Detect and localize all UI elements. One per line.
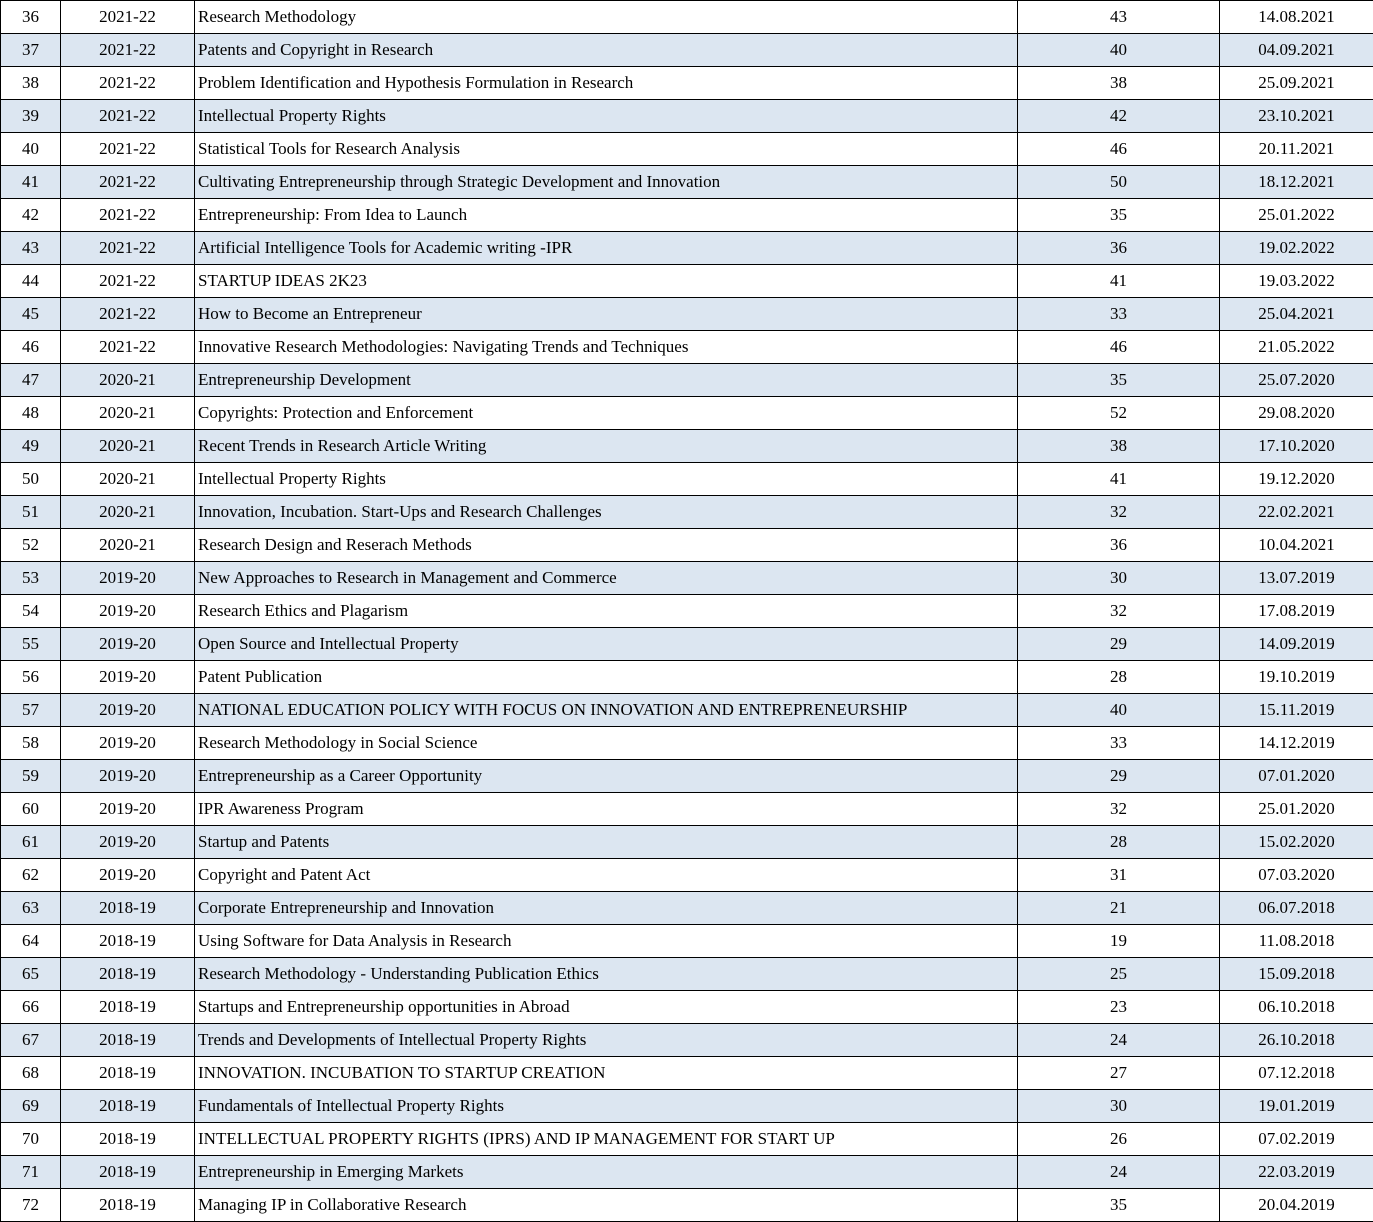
- academic-year-cell: 2021-22: [61, 265, 195, 298]
- serial-number-cell: 41: [1, 166, 61, 199]
- serial-number-cell: 66: [1, 991, 61, 1024]
- event-date-cell: 19.03.2022: [1220, 265, 1373, 298]
- participants-cell: 28: [1018, 826, 1220, 859]
- serial-number-cell: 57: [1, 694, 61, 727]
- event-date-cell: 10.04.2021: [1220, 529, 1373, 562]
- academic-year-cell: 2020-21: [61, 496, 195, 529]
- table-row: [1, 397, 1373, 430]
- event-title-cell: Recent Trends in Research Article Writing: [195, 430, 1018, 463]
- academic-year-cell: 2018-19: [61, 991, 195, 1024]
- event-title-cell: Statistical Tools for Research Analysis: [195, 133, 1018, 166]
- academic-year-cell: 2021-22: [61, 100, 195, 133]
- event-title-cell: Research Methodology in Social Science: [195, 727, 1018, 760]
- event-title-cell: Corporate Entrepreneurship and Innovation: [195, 892, 1018, 925]
- table-row: [1, 1, 1373, 34]
- event-title-cell: Entrepreneurship as a Career Opportunity: [195, 760, 1018, 793]
- serial-number-cell: 52: [1, 529, 61, 562]
- table-row: [1, 826, 1373, 859]
- academic-year-cell: 2019-20: [61, 793, 195, 826]
- academic-year-cell: 2019-20: [61, 727, 195, 760]
- participants-cell: 30: [1018, 1090, 1220, 1123]
- event-title-cell: Entrepreneurship: From Idea to Launch: [195, 199, 1018, 232]
- serial-number-cell: 60: [1, 793, 61, 826]
- event-title-cell: STARTUP IDEAS 2K23: [195, 265, 1018, 298]
- event-date-cell: 14.09.2019: [1220, 628, 1373, 661]
- table-row: [1, 694, 1373, 727]
- table-row: [1, 925, 1373, 958]
- event-title-cell: Trends and Developments of Intellectual Property Rights: [195, 1024, 1018, 1057]
- participants-cell: 50: [1018, 166, 1220, 199]
- event-date-cell: 04.09.2021: [1220, 34, 1373, 67]
- serial-number-cell: 56: [1, 661, 61, 694]
- participants-cell: 26: [1018, 1123, 1220, 1156]
- participants-cell: 31: [1018, 859, 1220, 892]
- event-title-cell: Startup and Patents: [195, 826, 1018, 859]
- events-table-body: [1, 1, 1373, 1222]
- serial-number-cell: 37: [1, 34, 61, 67]
- serial-number-cell: 68: [1, 1057, 61, 1090]
- event-title-cell: NATIONAL EDUCATION POLICY WITH FOCUS ON INNOVATION AND ENTREPRENEURSHIP: [195, 694, 1018, 727]
- academic-year-cell: 2018-19: [61, 1057, 195, 1090]
- academic-year-cell: 2021-22: [61, 232, 195, 265]
- serial-number-cell: 44: [1, 265, 61, 298]
- participants-cell: 35: [1018, 1189, 1220, 1222]
- participants-cell: 19: [1018, 925, 1220, 958]
- participants-cell: 46: [1018, 133, 1220, 166]
- academic-year-cell: 2021-22: [61, 1, 195, 34]
- academic-year-cell: 2018-19: [61, 1024, 195, 1057]
- event-title-cell: Intellectual Property Rights: [195, 100, 1018, 133]
- academic-year-cell: 2018-19: [61, 1156, 195, 1189]
- event-date-cell: 29.08.2020: [1220, 397, 1373, 430]
- event-date-cell: 18.12.2021: [1220, 166, 1373, 199]
- event-date-cell: 20.04.2019: [1220, 1189, 1373, 1222]
- table-row: [1, 859, 1373, 892]
- event-date-cell: 15.09.2018: [1220, 958, 1373, 991]
- table-row: [1, 1123, 1373, 1156]
- table-row: [1, 100, 1373, 133]
- serial-number-cell: 54: [1, 595, 61, 628]
- event-title-cell: Copyright and Patent Act: [195, 859, 1018, 892]
- participants-cell: 41: [1018, 265, 1220, 298]
- serial-number-cell: 50: [1, 463, 61, 496]
- serial-number-cell: 63: [1, 892, 61, 925]
- participants-cell: 42: [1018, 100, 1220, 133]
- event-title-cell: Entrepreneurship Development: [195, 364, 1018, 397]
- table-row: [1, 331, 1373, 364]
- event-date-cell: 11.08.2018: [1220, 925, 1373, 958]
- academic-year-cell: 2018-19: [61, 1090, 195, 1123]
- event-date-cell: 17.08.2019: [1220, 595, 1373, 628]
- serial-number-cell: 46: [1, 331, 61, 364]
- table-row: [1, 727, 1373, 760]
- academic-year-cell: 2021-22: [61, 331, 195, 364]
- academic-year-cell: 2019-20: [61, 694, 195, 727]
- event-date-cell: 07.12.2018: [1220, 1057, 1373, 1090]
- participants-cell: 29: [1018, 760, 1220, 793]
- event-title-cell: Using Software for Data Analysis in Research: [195, 925, 1018, 958]
- event-title-cell: Managing IP in Collaborative Research: [195, 1189, 1018, 1222]
- event-date-cell: 15.11.2019: [1220, 694, 1373, 727]
- event-date-cell: 25.09.2021: [1220, 67, 1373, 100]
- table-row: [1, 958, 1373, 991]
- participants-cell: 30: [1018, 562, 1220, 595]
- event-title-cell: Cultivating Entrepreneurship through Strategic Development and Innovation: [195, 166, 1018, 199]
- academic-year-cell: 2020-21: [61, 529, 195, 562]
- event-date-cell: 14.12.2019: [1220, 727, 1373, 760]
- serial-number-cell: 47: [1, 364, 61, 397]
- participants-cell: 33: [1018, 727, 1220, 760]
- event-title-cell: IPR Awareness Program: [195, 793, 1018, 826]
- table-row: [1, 1156, 1373, 1189]
- event-title-cell: Innovative Research Methodologies: Navigating Trends and Techniques: [195, 331, 1018, 364]
- participants-cell: 23: [1018, 991, 1220, 1024]
- event-date-cell: 15.02.2020: [1220, 826, 1373, 859]
- academic-year-cell: 2021-22: [61, 67, 195, 100]
- event-date-cell: 25.01.2022: [1220, 199, 1373, 232]
- event-date-cell: 19.12.2020: [1220, 463, 1373, 496]
- table-row: [1, 232, 1373, 265]
- table-row: [1, 892, 1373, 925]
- academic-year-cell: 2020-21: [61, 364, 195, 397]
- table-row: [1, 496, 1373, 529]
- event-date-cell: 07.03.2020: [1220, 859, 1373, 892]
- participants-cell: 38: [1018, 430, 1220, 463]
- serial-number-cell: 70: [1, 1123, 61, 1156]
- academic-year-cell: 2018-19: [61, 1189, 195, 1222]
- serial-number-cell: 72: [1, 1189, 61, 1222]
- participants-cell: 35: [1018, 199, 1220, 232]
- table-row: [1, 364, 1373, 397]
- table-row: [1, 628, 1373, 661]
- participants-cell: 24: [1018, 1156, 1220, 1189]
- event-date-cell: 26.10.2018: [1220, 1024, 1373, 1057]
- table-row: [1, 793, 1373, 826]
- academic-year-cell: 2021-22: [61, 34, 195, 67]
- table-row: [1, 133, 1373, 166]
- event-title-cell: Research Ethics and Plagarism: [195, 595, 1018, 628]
- event-date-cell: 19.10.2019: [1220, 661, 1373, 694]
- academic-year-cell: 2019-20: [61, 562, 195, 595]
- participants-cell: 28: [1018, 661, 1220, 694]
- event-title-cell: Copyrights: Protection and Enforcement: [195, 397, 1018, 430]
- event-title-cell: Patent Publication: [195, 661, 1018, 694]
- event-title-cell: Intellectual Property Rights: [195, 463, 1018, 496]
- event-date-cell: 14.08.2021: [1220, 1, 1373, 34]
- participants-cell: 25: [1018, 958, 1220, 991]
- table-row: [1, 463, 1373, 496]
- participants-cell: 35: [1018, 364, 1220, 397]
- event-date-cell: 25.07.2020: [1220, 364, 1373, 397]
- table-row: [1, 298, 1373, 331]
- participants-cell: 41: [1018, 463, 1220, 496]
- serial-number-cell: 65: [1, 958, 61, 991]
- participants-cell: 24: [1018, 1024, 1220, 1057]
- table-row: [1, 166, 1373, 199]
- event-title-cell: Problem Identification and Hypothesis Formulation in Research: [195, 67, 1018, 100]
- event-title-cell: Research Methodology - Understanding Publication Ethics: [195, 958, 1018, 991]
- serial-number-cell: 59: [1, 760, 61, 793]
- event-date-cell: 07.02.2019: [1220, 1123, 1373, 1156]
- academic-year-cell: 2020-21: [61, 397, 195, 430]
- academic-year-cell: 2018-19: [61, 1123, 195, 1156]
- table-row: [1, 1090, 1373, 1123]
- event-title-cell: Innovation, Incubation. Start-Ups and Research Challenges: [195, 496, 1018, 529]
- event-title-cell: Fundamentals of Intellectual Property Rights: [195, 1090, 1018, 1123]
- event-date-cell: 13.07.2019: [1220, 562, 1373, 595]
- participants-cell: 29: [1018, 628, 1220, 661]
- academic-year-cell: 2019-20: [61, 628, 195, 661]
- academic-year-cell: 2019-20: [61, 661, 195, 694]
- serial-number-cell: 64: [1, 925, 61, 958]
- event-date-cell: 20.11.2021: [1220, 133, 1373, 166]
- serial-number-cell: 40: [1, 133, 61, 166]
- serial-number-cell: 53: [1, 562, 61, 595]
- event-date-cell: 25.04.2021: [1220, 298, 1373, 331]
- academic-year-cell: 2020-21: [61, 430, 195, 463]
- participants-cell: 21: [1018, 892, 1220, 925]
- participants-cell: 38: [1018, 67, 1220, 100]
- academic-year-cell: 2021-22: [61, 166, 195, 199]
- serial-number-cell: 49: [1, 430, 61, 463]
- event-title-cell: How to Become an Entrepreneur: [195, 298, 1018, 331]
- academic-year-cell: 2019-20: [61, 859, 195, 892]
- event-date-cell: 25.01.2020: [1220, 793, 1373, 826]
- academic-year-cell: 2019-20: [61, 760, 195, 793]
- serial-number-cell: 43: [1, 232, 61, 265]
- participants-cell: 43: [1018, 1, 1220, 34]
- serial-number-cell: 51: [1, 496, 61, 529]
- table-row: [1, 1024, 1373, 1057]
- academic-year-cell: 2018-19: [61, 958, 195, 991]
- serial-number-cell: 61: [1, 826, 61, 859]
- event-title-cell: Patents and Copyright in Research: [195, 34, 1018, 67]
- table-row: [1, 991, 1373, 1024]
- event-date-cell: 06.10.2018: [1220, 991, 1373, 1024]
- event-title-cell: INNOVATION. INCUBATION TO STARTUP CREATION: [195, 1057, 1018, 1090]
- academic-year-cell: 2020-21: [61, 463, 195, 496]
- serial-number-cell: 42: [1, 199, 61, 232]
- table-row: [1, 760, 1373, 793]
- participants-cell: 33: [1018, 298, 1220, 331]
- academic-year-cell: 2019-20: [61, 826, 195, 859]
- table-row: [1, 265, 1373, 298]
- event-date-cell: 07.01.2020: [1220, 760, 1373, 793]
- event-title-cell: Open Source and Intellectual Property: [195, 628, 1018, 661]
- event-date-cell: 21.05.2022: [1220, 331, 1373, 364]
- table-row: [1, 661, 1373, 694]
- serial-number-cell: 45: [1, 298, 61, 331]
- serial-number-cell: 58: [1, 727, 61, 760]
- table-row: [1, 1189, 1373, 1222]
- participants-cell: 40: [1018, 694, 1220, 727]
- academic-year-cell: 2019-20: [61, 595, 195, 628]
- event-title-cell: Startups and Entrepreneurship opportunities in Abroad: [195, 991, 1018, 1024]
- event-date-cell: 23.10.2021: [1220, 100, 1373, 133]
- table-row: [1, 430, 1373, 463]
- participants-cell: 40: [1018, 34, 1220, 67]
- participants-cell: 32: [1018, 595, 1220, 628]
- participants-cell: 52: [1018, 397, 1220, 430]
- participants-cell: 36: [1018, 529, 1220, 562]
- participants-cell: 32: [1018, 496, 1220, 529]
- event-title-cell: Research Design and Reserach Methods: [195, 529, 1018, 562]
- event-title-cell: New Approaches to Research in Management and Commerce: [195, 562, 1018, 595]
- event-date-cell: 19.02.2022: [1220, 232, 1373, 265]
- event-title-cell: Entrepreneurship in Emerging Markets: [195, 1156, 1018, 1189]
- serial-number-cell: 62: [1, 859, 61, 892]
- event-title-cell: Research Methodology: [195, 1, 1018, 34]
- serial-number-cell: 39: [1, 100, 61, 133]
- serial-number-cell: 38: [1, 67, 61, 100]
- participants-cell: 36: [1018, 232, 1220, 265]
- table-row: [1, 34, 1373, 67]
- table-row: [1, 562, 1373, 595]
- table-row: [1, 529, 1373, 562]
- event-title-cell: INTELLECTUAL PROPERTY RIGHTS (IPRS) AND IP MANAGEMENT FOR START UP: [195, 1123, 1018, 1156]
- serial-number-cell: 48: [1, 397, 61, 430]
- participants-cell: 27: [1018, 1057, 1220, 1090]
- participants-cell: 46: [1018, 331, 1220, 364]
- event-date-cell: 22.02.2021: [1220, 496, 1373, 529]
- serial-number-cell: 36: [1, 1, 61, 34]
- participants-cell: 32: [1018, 793, 1220, 826]
- academic-year-cell: 2018-19: [61, 925, 195, 958]
- event-title-cell: Artificial Intelligence Tools for Academic writing -IPR: [195, 232, 1018, 265]
- table-row: [1, 199, 1373, 232]
- event-date-cell: 19.01.2019: [1220, 1090, 1373, 1123]
- serial-number-cell: 55: [1, 628, 61, 661]
- event-date-cell: 06.07.2018: [1220, 892, 1373, 925]
- serial-number-cell: 67: [1, 1024, 61, 1057]
- serial-number-cell: 71: [1, 1156, 61, 1189]
- event-date-cell: 17.10.2020: [1220, 430, 1373, 463]
- academic-year-cell: 2021-22: [61, 298, 195, 331]
- academic-year-cell: 2021-22: [61, 133, 195, 166]
- table-row: [1, 595, 1373, 628]
- academic-year-cell: 2018-19: [61, 892, 195, 925]
- event-date-cell: 22.03.2019: [1220, 1156, 1373, 1189]
- academic-year-cell: 2021-22: [61, 199, 195, 232]
- table-row: [1, 1057, 1373, 1090]
- table-row: [1, 67, 1373, 100]
- serial-number-cell: 69: [1, 1090, 61, 1123]
